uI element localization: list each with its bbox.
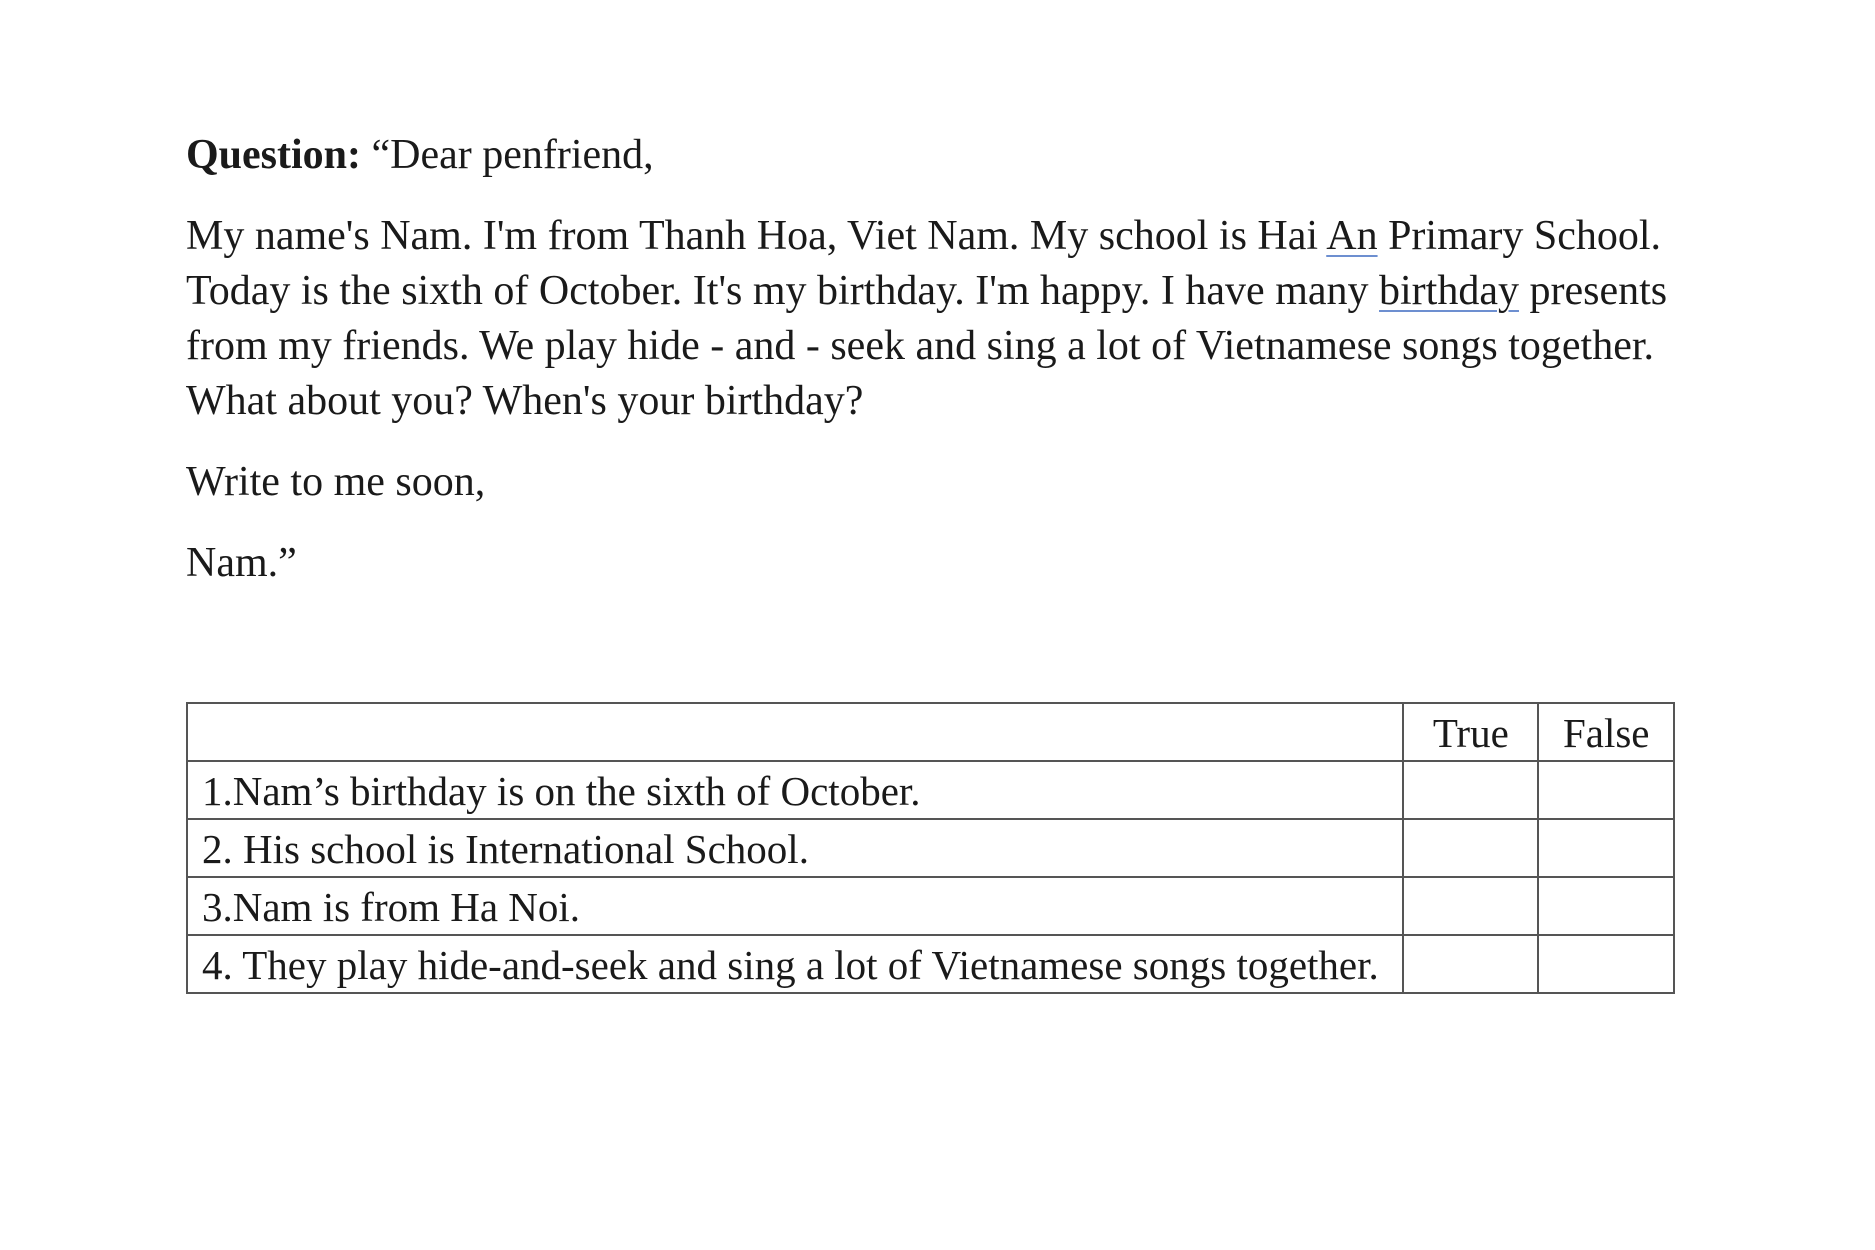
false-answer-cell[interactable] — [1538, 819, 1674, 877]
true-false-table — [186, 702, 1675, 994]
statement-cell: 4. They play hide-and-seek and sing a lot of Vietnamese songs together. — [187, 935, 1403, 993]
false-answer-cell[interactable] — [1538, 761, 1674, 819]
header-statement-cell — [187, 703, 1403, 761]
false-answer-cell[interactable] — [1538, 877, 1674, 935]
question-line — [186, 128, 1686, 183]
body-text: Primary School. Today is the sixth of October. It's my birthday. I'm happy. I have many — [186, 213, 1662, 314]
true-answer-cell[interactable] — [1403, 877, 1538, 935]
body-text: presents from my friends. We play hide - and - seek and sing a lot of Vietnamese songs together. What about you? When's your birthday? — [186, 268, 1668, 424]
true-answer-cell[interactable] — [1403, 935, 1538, 993]
letter-signature: Nam.” — [186, 540, 297, 586]
table-row — [187, 761, 1674, 819]
spellcheck-word: An — [1326, 213, 1378, 259]
header-true: True — [1403, 703, 1538, 761]
table-row — [187, 935, 1674, 993]
table-row — [187, 877, 1674, 935]
letter-section — [186, 128, 1686, 617]
header-false: False — [1538, 703, 1674, 761]
body-text: My name's Nam. I'm from Thanh Hoa, Viet Nam. My school is Hai — [186, 213, 1327, 259]
question-label: Question: — [186, 132, 362, 178]
statement-cell: 2. His school is International School. — [187, 819, 1403, 877]
statement-cell: 1.Nam’s birthday is on the sixth of October. — [187, 761, 1403, 819]
false-answer-cell[interactable] — [1538, 935, 1674, 993]
table-row — [187, 819, 1674, 877]
table-header-row — [187, 703, 1674, 761]
letter-closing: Write to me soon, — [186, 459, 486, 505]
statement-cell: 3.Nam is from Ha Noi. — [187, 877, 1403, 935]
true-answer-cell[interactable] — [1403, 819, 1538, 877]
greeting: “Dear penfriend, — [361, 132, 654, 178]
spellcheck-word: birthday — [1379, 268, 1519, 314]
letter-body — [186, 209, 1686, 429]
true-answer-cell[interactable] — [1403, 761, 1538, 819]
